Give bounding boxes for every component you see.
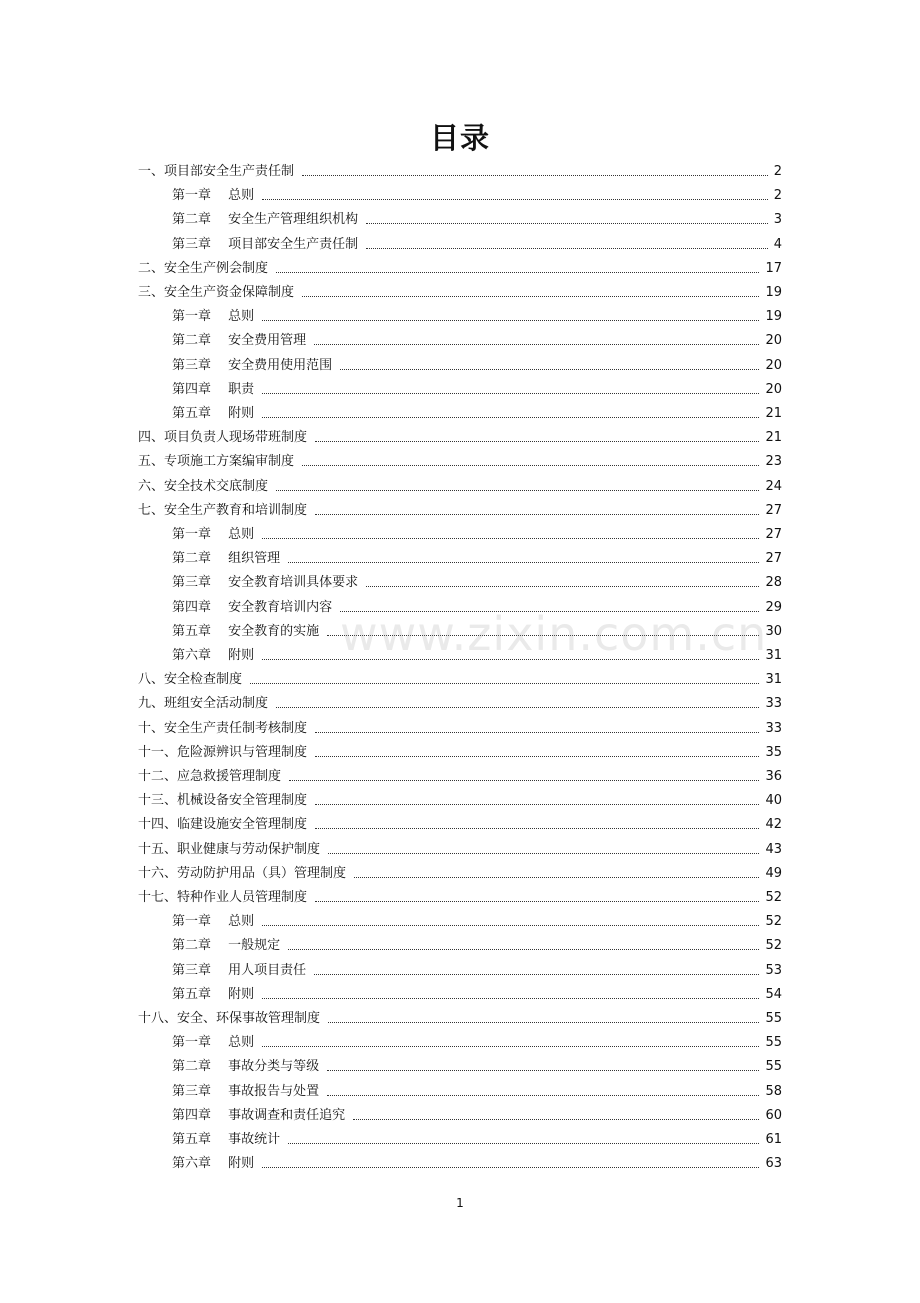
toc-leader-dots — [262, 393, 759, 394]
toc-entry[interactable] — [0, 1055, 920, 1079]
toc-entry-page: 30 — [765, 624, 782, 639]
toc-leader-dots — [314, 344, 759, 345]
toc-entry-label: 一、项目部安全生产责任制 — [138, 164, 295, 179]
toc-entry[interactable] — [0, 281, 920, 305]
toc-leader-dots — [315, 828, 759, 829]
toc-entry-label: 十六、劳动防护用品（具）管理制度 — [138, 866, 347, 881]
toc-entry[interactable] — [0, 571, 920, 595]
toc-entry-label: 第六章 附则 — [172, 1156, 255, 1171]
toc-entry-label: 十二、应急救援管理制度 — [138, 769, 282, 784]
toc-entry-label: 十三、机械设备安全管理制度 — [138, 793, 308, 808]
toc-entry[interactable] — [0, 402, 920, 426]
toc-entry[interactable] — [0, 160, 920, 184]
toc-entry-page: 24 — [765, 479, 782, 494]
toc-entry-page: 33 — [765, 696, 782, 711]
toc-entry-page: 4 — [773, 237, 782, 252]
toc-entry[interactable] — [0, 789, 920, 813]
toc-entry[interactable] — [0, 1104, 920, 1128]
toc-entry-label: 十八、安全、环保事故管理制度 — [138, 1011, 321, 1026]
toc-entry-label: 第三章 项目部安全生产责任制 — [172, 237, 359, 252]
toc-entry[interactable] — [0, 378, 920, 402]
toc-entry-page: 35 — [765, 745, 782, 760]
toc-leader-dots — [262, 199, 768, 200]
toc-entry[interactable] — [0, 959, 920, 983]
toc-leader-dots — [327, 1070, 759, 1071]
toc-entry[interactable] — [0, 305, 920, 329]
toc-entry[interactable] — [0, 233, 920, 257]
toc-entry-page: 52 — [765, 914, 782, 929]
toc-entry-label: 十、安全生产责任制考核制度 — [138, 721, 308, 736]
toc-entry-page: 55 — [765, 1035, 782, 1050]
toc-entry-page: 40 — [765, 793, 782, 808]
toc-entry[interactable] — [0, 862, 920, 886]
toc-leader-dots — [262, 1046, 759, 1047]
toc-entry-page: 28 — [765, 575, 782, 590]
toc-entry-label: 第一章 总则 — [172, 1035, 255, 1050]
toc-entry-page: 21 — [765, 406, 782, 421]
toc-entry-label: 第二章 安全生产管理组织机构 — [172, 212, 359, 227]
toc-entry-page: 3 — [773, 212, 782, 227]
toc-entry-label: 第一章 总则 — [172, 914, 255, 929]
toc-entry-label: 第四章 职责 — [172, 382, 255, 397]
toc-entry-page: 20 — [765, 382, 782, 397]
toc-entry-page: 53 — [765, 963, 782, 978]
toc-leader-dots — [314, 974, 759, 975]
toc-leader-dots — [366, 223, 768, 224]
toc-leader-dots — [276, 490, 759, 491]
toc-entry-label: 四、项目负责人现场带班制度 — [138, 430, 308, 445]
toc-leader-dots — [262, 998, 759, 999]
toc-entry[interactable] — [0, 910, 920, 934]
toc-entry-page: 55 — [765, 1059, 782, 1074]
toc-entry-label: 第一章 总则 — [172, 188, 255, 203]
toc-entry-page: 43 — [765, 842, 782, 857]
toc-entry-label: 第一章 总则 — [172, 527, 255, 542]
toc-entry[interactable] — [0, 184, 920, 208]
toc-leader-dots — [288, 1143, 759, 1144]
toc-entry[interactable] — [0, 717, 920, 741]
page-number: 1 — [456, 1196, 464, 1210]
toc-leader-dots — [302, 465, 759, 466]
toc-entry-page: 20 — [765, 358, 782, 373]
toc-leader-dots — [250, 683, 759, 684]
toc-leader-dots — [315, 732, 759, 733]
toc-entry-page: 19 — [765, 309, 782, 324]
toc-leader-dots — [315, 441, 759, 442]
toc-entry[interactable] — [0, 450, 920, 474]
toc-entry-label: 第三章 用人项目责任 — [172, 963, 307, 978]
toc-entry-page: 2 — [773, 188, 782, 203]
toc-entry-page: 2 — [773, 164, 782, 179]
toc-entry-label: 第二章 事故分类与等级 — [172, 1059, 320, 1074]
toc-leader-dots — [288, 949, 759, 950]
toc-entry[interactable] — [0, 838, 920, 862]
toc-entry-label: 九、班组安全活动制度 — [138, 696, 269, 711]
toc-entry-page: 49 — [765, 866, 782, 881]
toc-entry-page: 27 — [765, 527, 782, 542]
toc-entry-label: 第六章 附则 — [172, 648, 255, 663]
toc-entry-page: 52 — [765, 890, 782, 905]
toc-entry-label: 第五章 安全教育的实施 — [172, 624, 320, 639]
toc-entry-page: 31 — [765, 672, 782, 687]
toc-entry-label: 十五、职业健康与劳动保护制度 — [138, 842, 321, 857]
toc-leader-dots — [262, 538, 759, 539]
toc-entry-page: 27 — [765, 503, 782, 518]
toc-entry[interactable] — [0, 765, 920, 789]
toc-entry-label: 十七、特种作业人员管理制度 — [138, 890, 308, 905]
toc-entry-label: 第五章 附则 — [172, 406, 255, 421]
toc-entry-page: 31 — [765, 648, 782, 663]
page-title: 目录 — [429, 121, 490, 155]
toc-entry[interactable] — [0, 208, 920, 232]
toc-entry-page: 21 — [765, 430, 782, 445]
toc-entry[interactable] — [0, 426, 920, 450]
toc-entry-page: 55 — [765, 1011, 782, 1026]
toc-entry[interactable] — [0, 1031, 920, 1055]
toc-entry-label: 第三章 安全费用使用范围 — [172, 358, 333, 373]
toc-entry-page: 33 — [765, 721, 782, 736]
toc-entry[interactable] — [0, 523, 920, 547]
toc-leader-dots — [315, 901, 759, 902]
toc-entry-page: 42 — [765, 817, 782, 832]
toc-entry[interactable] — [0, 547, 920, 571]
toc-leader-dots — [354, 877, 759, 878]
toc-leader-dots — [276, 272, 759, 273]
toc-entry-label: 二、安全生产例会制度 — [138, 261, 269, 276]
toc-entry-page: 19 — [765, 285, 782, 300]
toc-entry[interactable] — [0, 1007, 920, 1031]
toc-entry[interactable] — [0, 934, 920, 958]
toc-entry-label: 第五章 附则 — [172, 987, 255, 1002]
toc-entry[interactable] — [0, 499, 920, 523]
toc-entry-label: 八、安全检查制度 — [138, 672, 243, 687]
toc-entry-page: 20 — [765, 333, 782, 348]
toc-leader-dots — [328, 1022, 759, 1023]
toc-entry[interactable] — [0, 257, 920, 281]
toc-entry[interactable] — [0, 813, 920, 837]
toc-entry[interactable] — [0, 692, 920, 716]
toc-leader-dots — [302, 175, 768, 176]
toc-entry-label: 第三章 安全教育培训具体要求 — [172, 575, 359, 590]
toc-entry[interactable] — [0, 983, 920, 1007]
toc-entry-page: 58 — [765, 1084, 782, 1099]
toc-entry[interactable] — [0, 475, 920, 499]
toc-leader-dots — [315, 804, 759, 805]
toc-leader-dots — [315, 756, 759, 757]
toc-entry-label: 十一、危险源辨识与管理制度 — [138, 745, 308, 760]
toc-leader-dots — [262, 320, 759, 321]
toc-leader-dots — [289, 780, 759, 781]
toc-entry-page: 54 — [765, 987, 782, 1002]
toc-entry-page: 23 — [765, 454, 782, 469]
toc-leader-dots — [276, 707, 759, 708]
toc-entry-label: 十四、临建设施安全管理制度 — [138, 817, 308, 832]
toc-entry-label: 第二章 组织管理 — [172, 551, 281, 566]
toc-leader-dots — [328, 853, 759, 854]
toc-entry-page: 29 — [765, 600, 782, 615]
toc-entry-label: 第三章 事故报告与处置 — [172, 1084, 320, 1099]
toc-entry-label: 五、专项施工方案编审制度 — [138, 454, 295, 469]
toc-entry[interactable] — [0, 329, 920, 353]
toc-leader-dots — [353, 1119, 759, 1120]
toc-entry-label: 三、安全生产资金保障制度 — [138, 285, 295, 300]
toc-leader-dots — [262, 1167, 759, 1168]
toc-entry-label: 七、安全生产教育和培训制度 — [138, 503, 308, 518]
toc-leader-dots — [366, 586, 759, 587]
toc-entry-page: 61 — [765, 1132, 782, 1147]
toc-entry-page: 60 — [765, 1108, 782, 1123]
toc-entry-page: 27 — [765, 551, 782, 566]
toc-entry[interactable] — [0, 1080, 920, 1104]
toc-entry[interactable] — [0, 886, 920, 910]
toc-entry-label: 第二章 安全费用管理 — [172, 333, 307, 348]
toc-entry[interactable] — [0, 668, 920, 692]
watermark: www.zixin.com.cn — [340, 607, 768, 661]
toc-entry[interactable] — [0, 354, 920, 378]
toc-entry-page: 17 — [765, 261, 782, 276]
toc-leader-dots — [340, 369, 759, 370]
toc-entry-label: 第四章 事故调查和责任追究 — [172, 1108, 346, 1123]
toc-entry-label: 第五章 事故统计 — [172, 1132, 281, 1147]
toc-leader-dots — [366, 248, 768, 249]
toc-entry-label: 第二章 一般规定 — [172, 938, 281, 953]
toc-entry-page: 52 — [765, 938, 782, 953]
toc-entry-label: 六、安全技术交底制度 — [138, 479, 269, 494]
toc-leader-dots — [288, 562, 759, 563]
toc-leader-dots — [262, 417, 759, 418]
toc-leader-dots — [262, 925, 759, 926]
toc-leader-dots — [327, 1095, 759, 1096]
toc-entry-label: 第四章 安全教育培训内容 — [172, 600, 333, 615]
toc-entry[interactable] — [0, 741, 920, 765]
toc-entry[interactable] — [0, 1128, 920, 1152]
toc-leader-dots — [302, 296, 759, 297]
toc-entry-page: 36 — [765, 769, 782, 784]
toc-entry-label: 第一章 总则 — [172, 309, 255, 324]
toc-entry[interactable] — [0, 1152, 920, 1176]
toc-entry-page: 63 — [765, 1156, 782, 1171]
toc-leader-dots — [315, 514, 759, 515]
